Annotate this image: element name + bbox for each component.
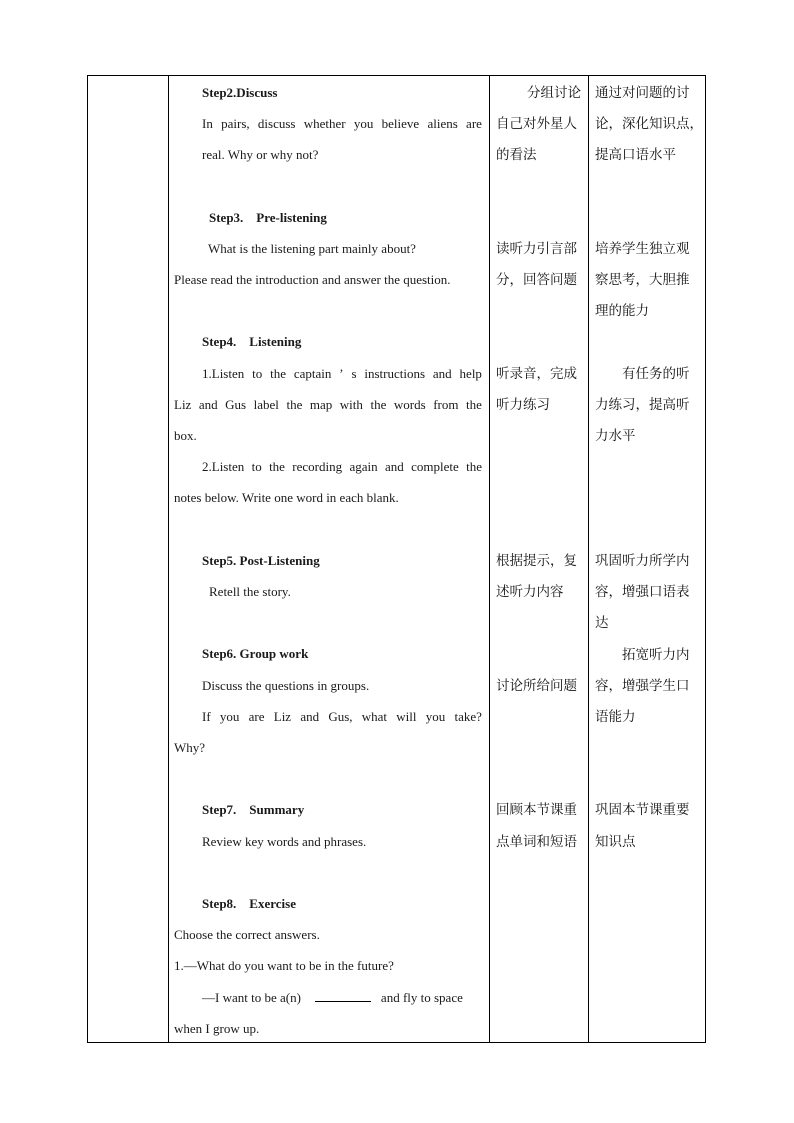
word: from bbox=[433, 397, 459, 412]
purpose-step6-line1: 拓宽听力内 bbox=[622, 647, 690, 663]
word: In bbox=[202, 116, 213, 131]
step8-line3 bbox=[202, 990, 463, 1006]
word: recording bbox=[292, 459, 343, 474]
word: help bbox=[459, 366, 482, 381]
step5-line1: Retell the story. bbox=[209, 584, 291, 599]
step4-task2-line1 bbox=[202, 459, 482, 475]
lesson-plan-table bbox=[87, 75, 706, 1043]
purpose-step4-line3: 力水平 bbox=[595, 428, 636, 444]
word: believe bbox=[381, 116, 420, 131]
activity-step3-line2: 分，回答问题 bbox=[496, 272, 577, 288]
word: and bbox=[198, 397, 218, 412]
word: If bbox=[202, 709, 211, 724]
purpose-step5-line3: 达 bbox=[595, 615, 609, 631]
word: aliens bbox=[427, 116, 458, 131]
step4-task1-line1 bbox=[202, 366, 482, 382]
word: complete bbox=[411, 459, 459, 474]
word: Liz bbox=[273, 709, 292, 724]
word: 2.Listen bbox=[202, 459, 245, 474]
answer-blank bbox=[315, 990, 371, 1002]
word: Gus bbox=[225, 397, 247, 412]
purpose-step2-line1: 通过对问题的讨 bbox=[595, 85, 690, 101]
word: 1.Listen bbox=[202, 366, 245, 381]
word: what bbox=[361, 709, 388, 724]
word: ’ bbox=[339, 366, 344, 381]
word: are bbox=[466, 116, 482, 131]
activity-step7-line1: 回顾本节课重 bbox=[496, 802, 577, 818]
word: will bbox=[396, 709, 417, 724]
word: again bbox=[349, 459, 378, 474]
word: and bbox=[432, 366, 452, 381]
word: to bbox=[252, 366, 263, 381]
purpose-step6-line3: 语能力 bbox=[595, 709, 636, 725]
purpose-step4-line2: 力练习，提高听 bbox=[595, 397, 690, 413]
word: words bbox=[393, 397, 426, 412]
activity-step2-line1: 分组讨论 bbox=[527, 85, 581, 101]
word: take? bbox=[454, 709, 482, 724]
step3-line1: What is the listening part mainly about? bbox=[208, 241, 416, 256]
word: label bbox=[253, 397, 279, 412]
activity-step6-line1: 讨论所给问题 bbox=[496, 678, 577, 694]
step4-task1-line2 bbox=[174, 397, 482, 413]
word: are bbox=[248, 709, 265, 724]
step2-line1 bbox=[202, 116, 482, 132]
step7-heading: Step7. Summary bbox=[202, 802, 305, 817]
teaching-steps-column bbox=[168, 76, 488, 1042]
word: Gus, bbox=[328, 709, 353, 724]
word: and bbox=[300, 709, 320, 724]
word: whether bbox=[303, 116, 346, 131]
activity-step7-line2: 点单词和短语 bbox=[496, 834, 577, 850]
purpose-step4-line1: 有任务的听 bbox=[622, 366, 690, 382]
word: s bbox=[351, 366, 357, 381]
step4-heading: Step4. Listening bbox=[202, 334, 302, 349]
activity-step2-line3: 的看法 bbox=[496, 147, 537, 163]
word: discuss bbox=[257, 116, 296, 131]
word: the bbox=[370, 397, 387, 412]
word: the bbox=[466, 459, 482, 474]
purpose-step6-line2: 容，增强学生口 bbox=[595, 678, 690, 694]
purpose-step7-line1: 巩固本节课重要 bbox=[595, 802, 690, 818]
step8-line3-end: and fly to space bbox=[380, 990, 463, 1005]
purpose-step5-line1: 巩固听力所学内 bbox=[595, 553, 690, 569]
word: the bbox=[286, 397, 303, 412]
step3-heading: Step3. Pre-listening bbox=[209, 210, 327, 225]
student-activities-column bbox=[489, 76, 587, 1042]
purpose-step3-line2: 察思考，大胆推 bbox=[595, 272, 690, 288]
purpose-step5-line2: 容，增强口语表 bbox=[595, 584, 690, 600]
purpose-step2-line3: 提高口语水平 bbox=[595, 147, 676, 163]
word: the bbox=[466, 397, 482, 412]
word: captain bbox=[293, 366, 332, 381]
word: the bbox=[270, 366, 286, 381]
word: instructions bbox=[364, 366, 426, 381]
step8-line1: Choose the correct answers. bbox=[174, 927, 320, 942]
purpose-step7-line2: 知识点 bbox=[595, 834, 636, 850]
step7-line1: Review key words and phrases. bbox=[202, 834, 367, 849]
step6-line1: Discuss the questions in groups. bbox=[202, 678, 370, 693]
word: with bbox=[339, 397, 363, 412]
word: Liz bbox=[174, 397, 192, 412]
design-purpose-column bbox=[588, 76, 706, 1042]
step6-heading: Step6. Group work bbox=[202, 646, 309, 661]
step8-line4: when I grow up. bbox=[174, 1021, 260, 1036]
word: you bbox=[353, 116, 374, 131]
word: map bbox=[309, 397, 333, 412]
step8-line3-start: —I want to be a(n) bbox=[202, 990, 301, 1005]
word: the bbox=[269, 459, 285, 474]
step3-line2: Please read the introduction and answer the question. bbox=[174, 272, 451, 287]
purpose-step3-line1: 培养学生独立观 bbox=[595, 241, 690, 257]
step6-line3: Why? bbox=[174, 740, 206, 755]
activity-step5-line1: 根据提示，复 bbox=[496, 553, 577, 569]
step8-heading: Step8. Exercise bbox=[202, 896, 296, 911]
word: pairs, bbox=[221, 116, 250, 131]
step2-heading: Step2.Discuss bbox=[202, 85, 278, 100]
activity-step4-line1: 听录音，完成 bbox=[496, 366, 577, 382]
purpose-step2-line2: 论，深化知识点， bbox=[595, 116, 703, 132]
step4-task1-line3: box. bbox=[174, 428, 197, 443]
step5-heading: Step5. Post-Listening bbox=[202, 553, 320, 568]
activity-step5-line2: 述听力内容 bbox=[496, 584, 564, 600]
activity-step2-line2: 自己对外星人 bbox=[496, 116, 577, 132]
step4-task2-line2: notes below. Write one word in each blank. bbox=[174, 490, 399, 505]
activity-step3-line1: 读听力引言部 bbox=[496, 241, 577, 257]
step8-line2: 1.—What do you want to be in the future? bbox=[174, 958, 394, 973]
word: and bbox=[384, 459, 404, 474]
step6-line2 bbox=[202, 709, 482, 725]
step2-line2: real. Why or why not? bbox=[202, 147, 319, 162]
activity-step4-line2: 听力练习 bbox=[496, 397, 550, 413]
word: you bbox=[219, 709, 240, 724]
purpose-step3-line3: 理的能力 bbox=[595, 303, 649, 319]
word: you bbox=[425, 709, 446, 724]
word: to bbox=[251, 459, 262, 474]
